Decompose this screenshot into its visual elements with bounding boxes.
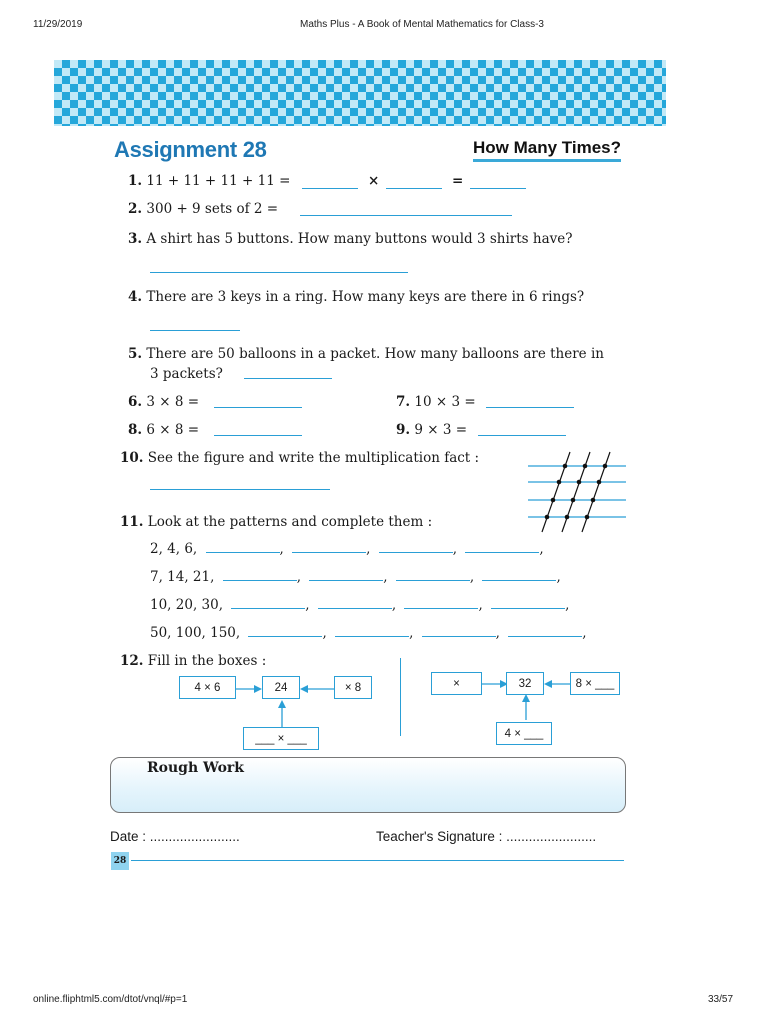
- question-number: 7.: [396, 394, 411, 410]
- pattern-blank[interactable]: [508, 635, 582, 637]
- left-box-answer[interactable]: ___ × ___: [243, 727, 319, 750]
- times-sign: ×: [368, 173, 380, 189]
- right-box-operator[interactable]: 8 × ___: [570, 672, 620, 695]
- document-title: Maths Plus - A Book of Mental Mathematics for Class-3: [300, 19, 544, 30]
- comma: ,: [565, 597, 570, 613]
- comma: ,: [391, 597, 397, 613]
- left-box-result: 24: [262, 676, 300, 699]
- question-text: Look at the patterns and complete them :: [147, 514, 433, 530]
- answer-blank[interactable]: [300, 215, 512, 216]
- pattern-blank[interactable]: [292, 551, 366, 553]
- question-5: [128, 346, 604, 362]
- answer-blank[interactable]: [486, 407, 574, 408]
- page-number-badge: 28: [111, 852, 129, 870]
- question-text: 11 + 11 + 11 + 11 =: [146, 173, 291, 189]
- pattern-start: 7, 14, 21,: [150, 569, 215, 585]
- answer-blank[interactable]: [214, 407, 302, 408]
- right-box-start[interactable]: ×: [431, 672, 482, 695]
- pattern-blank[interactable]: [422, 635, 496, 637]
- answer-blank[interactable]: [386, 188, 442, 189]
- pattern-blank[interactable]: [465, 551, 539, 553]
- pattern-blank[interactable]: [491, 607, 565, 609]
- left-box-operator: × 8: [334, 676, 372, 699]
- pattern-start: 2, 4, 6,: [150, 541, 198, 557]
- left-box-start: 4 × 6: [179, 676, 236, 699]
- page-counter: 33/57: [708, 994, 734, 1005]
- answer-blank[interactable]: [470, 188, 526, 189]
- answer-blank[interactable]: [150, 272, 408, 273]
- pattern-blank[interactable]: [482, 579, 556, 581]
- pattern-row: [150, 541, 544, 557]
- question-12: [120, 653, 266, 669]
- comma: ,: [409, 625, 414, 641]
- question-text: 9 × 3 =: [414, 422, 468, 438]
- comma: ,: [305, 597, 310, 613]
- question-6: [128, 394, 199, 410]
- comma: ,: [296, 569, 301, 585]
- checker-banner: [54, 60, 666, 126]
- question-text: 3 × 8 =: [146, 394, 200, 410]
- question-4: [128, 289, 584, 305]
- comma: ,: [539, 541, 544, 557]
- equals-sign: =: [452, 173, 464, 189]
- question-number: 11.: [120, 514, 144, 530]
- question-number: 5.: [128, 346, 143, 362]
- rough-work-label: Rough Work: [147, 760, 244, 776]
- answer-blank[interactable]: [302, 188, 358, 189]
- question-9: [396, 422, 467, 438]
- answer-blank[interactable]: [244, 378, 332, 379]
- pattern-row: [150, 597, 569, 613]
- comma: ,: [322, 625, 327, 641]
- pattern-blank[interactable]: [231, 607, 305, 609]
- date-field: Date : ........................: [110, 829, 240, 844]
- pattern-row: [150, 625, 587, 641]
- comma: ,: [582, 625, 587, 641]
- question-3: [128, 231, 572, 247]
- question-8: [128, 422, 199, 438]
- assignment-title: Assignment 28: [114, 137, 267, 162]
- lattice-figure: [524, 450, 628, 534]
- question-7: [396, 394, 476, 410]
- teacher-signature-field: Teacher's Signature : ........................: [376, 829, 597, 844]
- question-text: Fill in the boxes :: [147, 653, 267, 669]
- answer-blank[interactable]: [150, 489, 330, 490]
- question-text: There are 50 balloons in a packet. How many balloons are there in: [146, 346, 604, 362]
- pattern-blank[interactable]: [396, 579, 470, 581]
- question-number: 8.: [128, 422, 143, 438]
- question-text: 6 × 8 =: [146, 422, 200, 438]
- comma: ,: [556, 569, 561, 585]
- pattern-blank[interactable]: [223, 579, 297, 581]
- answer-blank[interactable]: [478, 435, 566, 436]
- question-number: 4.: [128, 289, 143, 305]
- comma: ,: [495, 625, 500, 641]
- pattern-blank[interactable]: [206, 551, 280, 553]
- question-5-line2: 3 packets?: [150, 366, 223, 382]
- answer-blank[interactable]: [214, 435, 302, 436]
- question-text: 10 × 3 =: [414, 394, 476, 410]
- question-number: 1.: [128, 173, 143, 189]
- comma: ,: [452, 541, 458, 557]
- topic-title: How Many Times?: [473, 138, 621, 162]
- diagram-divider: [400, 658, 401, 736]
- right-box-result: 32: [506, 672, 544, 695]
- pattern-blank[interactable]: [335, 635, 409, 637]
- question-number: 12.: [120, 653, 144, 669]
- pattern-blank[interactable]: [309, 579, 383, 581]
- pattern-blank[interactable]: [248, 635, 322, 637]
- page-url: online.fliphtml5.com/dtot/vnql/#p=1: [33, 994, 188, 1005]
- question-11: [120, 514, 432, 530]
- question-text: There are 3 keys in a ring. How many keys are there in 6 rings?: [146, 289, 585, 305]
- pattern-start: 10, 20, 30,: [150, 597, 223, 613]
- question-number: 9.: [396, 422, 411, 438]
- pattern-blank[interactable]: [379, 551, 453, 553]
- question-number: 2.: [128, 201, 143, 217]
- comma: ,: [366, 541, 371, 557]
- question-10: [120, 450, 479, 466]
- question-text: A shirt has 5 buttons. How many buttons would 3 shirts have?: [146, 231, 573, 247]
- print-date: 11/29/2019: [33, 19, 83, 30]
- comma: ,: [279, 541, 284, 557]
- pattern-row: [150, 569, 561, 585]
- question-number: 6.: [128, 394, 143, 410]
- question-number: 3.: [128, 231, 143, 247]
- pattern-blank[interactable]: [404, 607, 478, 609]
- pattern-blank[interactable]: [318, 607, 392, 609]
- right-box-answer[interactable]: 4 × ___: [496, 722, 552, 745]
- question-1: [128, 173, 290, 189]
- pattern-start: 50, 100, 150,: [150, 625, 241, 641]
- question-2: [128, 201, 278, 217]
- footer-rule: [131, 860, 624, 861]
- comma: ,: [469, 569, 475, 585]
- question-number: 10.: [120, 450, 144, 466]
- comma: ,: [383, 569, 388, 585]
- answer-blank[interactable]: [150, 330, 240, 331]
- comma: ,: [478, 597, 483, 613]
- question-text: 300 + 9 sets of 2 =: [146, 201, 279, 217]
- question-text: See the figure and write the multiplication fact :: [147, 450, 480, 466]
